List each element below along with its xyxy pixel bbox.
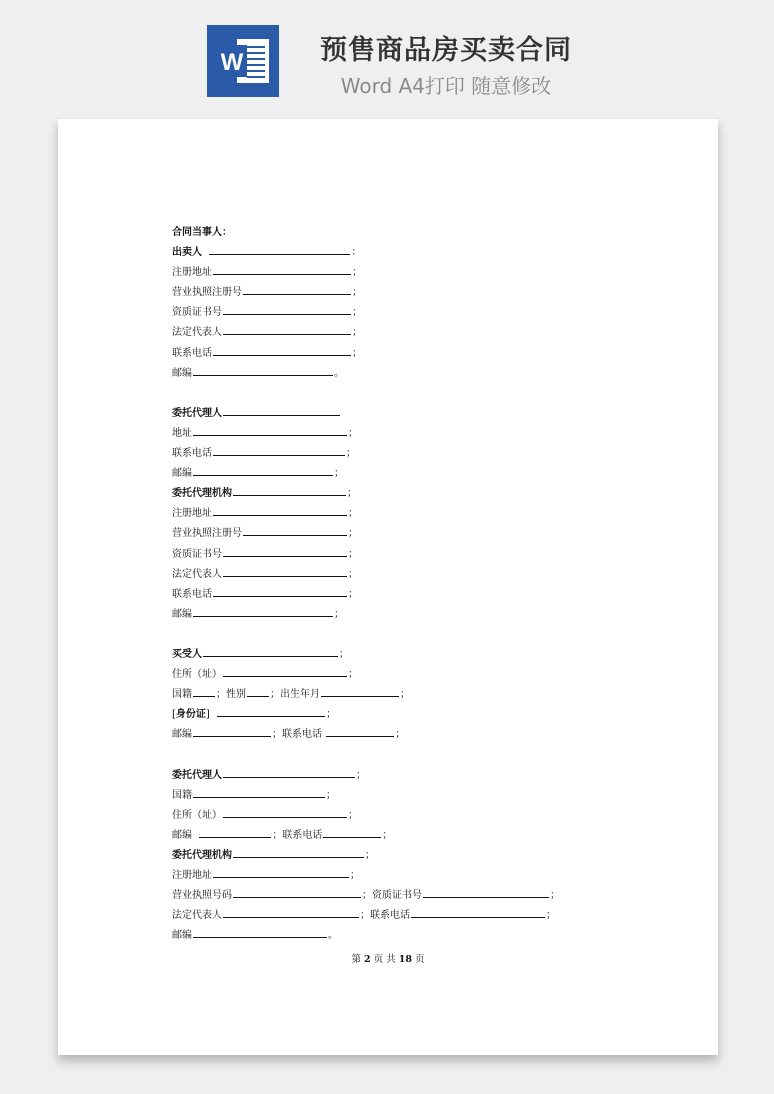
buyer-nationality-blank[interactable] (193, 685, 215, 697)
buyer-agency-license-blank[interactable] (233, 886, 361, 898)
seller-agency-cert-blank[interactable] (223, 545, 347, 557)
buyer-agency-blank[interactable] (233, 846, 364, 858)
seller-agency-phone-blank[interactable] (213, 585, 347, 597)
seller-agent-phone-line: 联系电话 ； (172, 444, 612, 464)
buyer-birth-blank[interactable] (321, 685, 399, 697)
seller-agent-line: 委托代理人 (172, 404, 612, 424)
buyer-agency-postcode-blank[interactable] (193, 926, 327, 938)
buyer-agent-postcode-blank[interactable] (199, 826, 271, 838)
buyer-agent-postcode-phone-line: 邮编 ；联系电话 ； (172, 826, 612, 846)
seller-cert-blank[interactable] (223, 303, 351, 315)
word-icon (207, 25, 279, 97)
seller-agency-registered-address-line: 注册地址 ； (172, 504, 612, 524)
buyer-agency-cert-blank[interactable] (423, 886, 549, 898)
seller-agent-phone-blank[interactable] (213, 444, 345, 456)
seller-agent-postcode-blank[interactable] (193, 464, 333, 476)
seller-agency-legal-rep-line: 法定代表人 ； (172, 565, 612, 585)
seller-agency-legal-rep-blank[interactable] (223, 565, 347, 577)
page-subtitle: Word A4打印 随意修改 (340, 74, 552, 98)
page-number: 第 2 页 共 18 页 (351, 954, 425, 965)
seller-phone-blank[interactable] (213, 344, 351, 356)
buyer-agent-nationality-blank[interactable] (193, 786, 325, 798)
buyer-agency-phone-blank[interactable] (411, 906, 545, 918)
buyer-agent-line: 委托代理人 ； (172, 766, 612, 786)
seller-agency-cert-line: 资质证书号 ； (172, 545, 612, 565)
seller-agent-blank[interactable] (223, 404, 340, 416)
buyer-agent-blank[interactable] (223, 766, 355, 778)
buyer-blank[interactable] (203, 645, 338, 657)
buyer-agency-registered-address-line: 注册地址 ； (172, 866, 612, 886)
page-title: 预售商品房买卖合同 (320, 35, 572, 66)
contract-body (172, 223, 612, 946)
seller-cert-line: 资质证书号 ； (172, 303, 612, 323)
seller-license-blank[interactable] (243, 283, 351, 295)
seller-phone-line: 联系电话 ； (172, 344, 612, 364)
buyer-id-line: [身份证] ； (172, 705, 612, 725)
seller-agent-address-blank[interactable] (193, 424, 347, 436)
buyer-agency-line: 委托代理机构 ； (172, 846, 612, 866)
buyer-nationality-line: 国籍 ；性别 ；出生年月 ； (172, 685, 612, 705)
buyer-postcode-blank[interactable] (193, 725, 271, 737)
seller-blank[interactable] (209, 243, 350, 255)
buyer-phone-blank[interactable] (326, 725, 394, 737)
document-page (58, 119, 718, 1055)
buyer-agent-phone-blank[interactable] (323, 826, 381, 838)
seller-agency-license-blank[interactable] (243, 524, 347, 536)
buyer-id-blank[interactable] (217, 705, 325, 717)
svg-text:W: W (220, 49, 244, 76)
seller-agency-license-line: 营业执照注册号 ； (172, 524, 612, 544)
buyer-line: 买受人 ； (172, 645, 612, 665)
seller-agency-line: 委托代理机构 ； (172, 484, 612, 504)
buyer-residence-line: 住所（址） ； (172, 665, 612, 685)
buyer-sex-blank[interactable] (247, 685, 269, 697)
seller-agency-postcode-blank[interactable] (193, 605, 333, 617)
seller-postcode-line: 邮编 。 (172, 364, 612, 384)
buyer-agency-legal-rep-blank[interactable] (223, 906, 359, 918)
buyer-agency-license-cert-line: 营业执照号码 ；资质证书号 ； (172, 886, 612, 906)
seller-registered-address-line: 注册地址 ； (172, 263, 612, 283)
parties-heading: 合同当事人： (172, 227, 232, 238)
seller-agency-registered-address-blank[interactable] (213, 504, 347, 516)
seller-agent-postcode-line: 邮编 ； (172, 464, 612, 484)
header (0, 0, 774, 118)
seller-postcode-blank[interactable] (193, 364, 333, 376)
buyer-agency-registered-address-blank[interactable] (213, 866, 349, 878)
buyer-agency-legal-rep-phone-line: 法定代表人 ；联系电话 ； (172, 906, 612, 926)
seller-agency-phone-line: 联系电话 ； (172, 585, 612, 605)
buyer-agent-residence-line: 住所（址） ； (172, 806, 612, 826)
seller-registered-address-blank[interactable] (213, 263, 351, 275)
seller-agent-address-line: 地址 ； (172, 424, 612, 444)
seller-legal-rep-line: 法定代表人 ； (172, 323, 612, 343)
buyer-agent-nationality-line: 国籍 ； (172, 786, 612, 806)
seller-license-line: 营业执照注册号 ； (172, 283, 612, 303)
seller-agency-blank[interactable] (233, 484, 346, 496)
seller-line: 出卖人 ： (172, 243, 612, 263)
buyer-residence-blank[interactable] (223, 665, 347, 677)
buyer-agency-postcode-line: 邮编 。 (172, 926, 612, 946)
buyer-postcode-phone-line: 邮编 ；联系电话 ； (172, 725, 612, 745)
buyer-agent-residence-blank[interactable] (223, 806, 347, 818)
seller-agency-postcode-line: 邮编 ； (172, 605, 612, 625)
seller-legal-rep-blank[interactable] (223, 323, 351, 335)
